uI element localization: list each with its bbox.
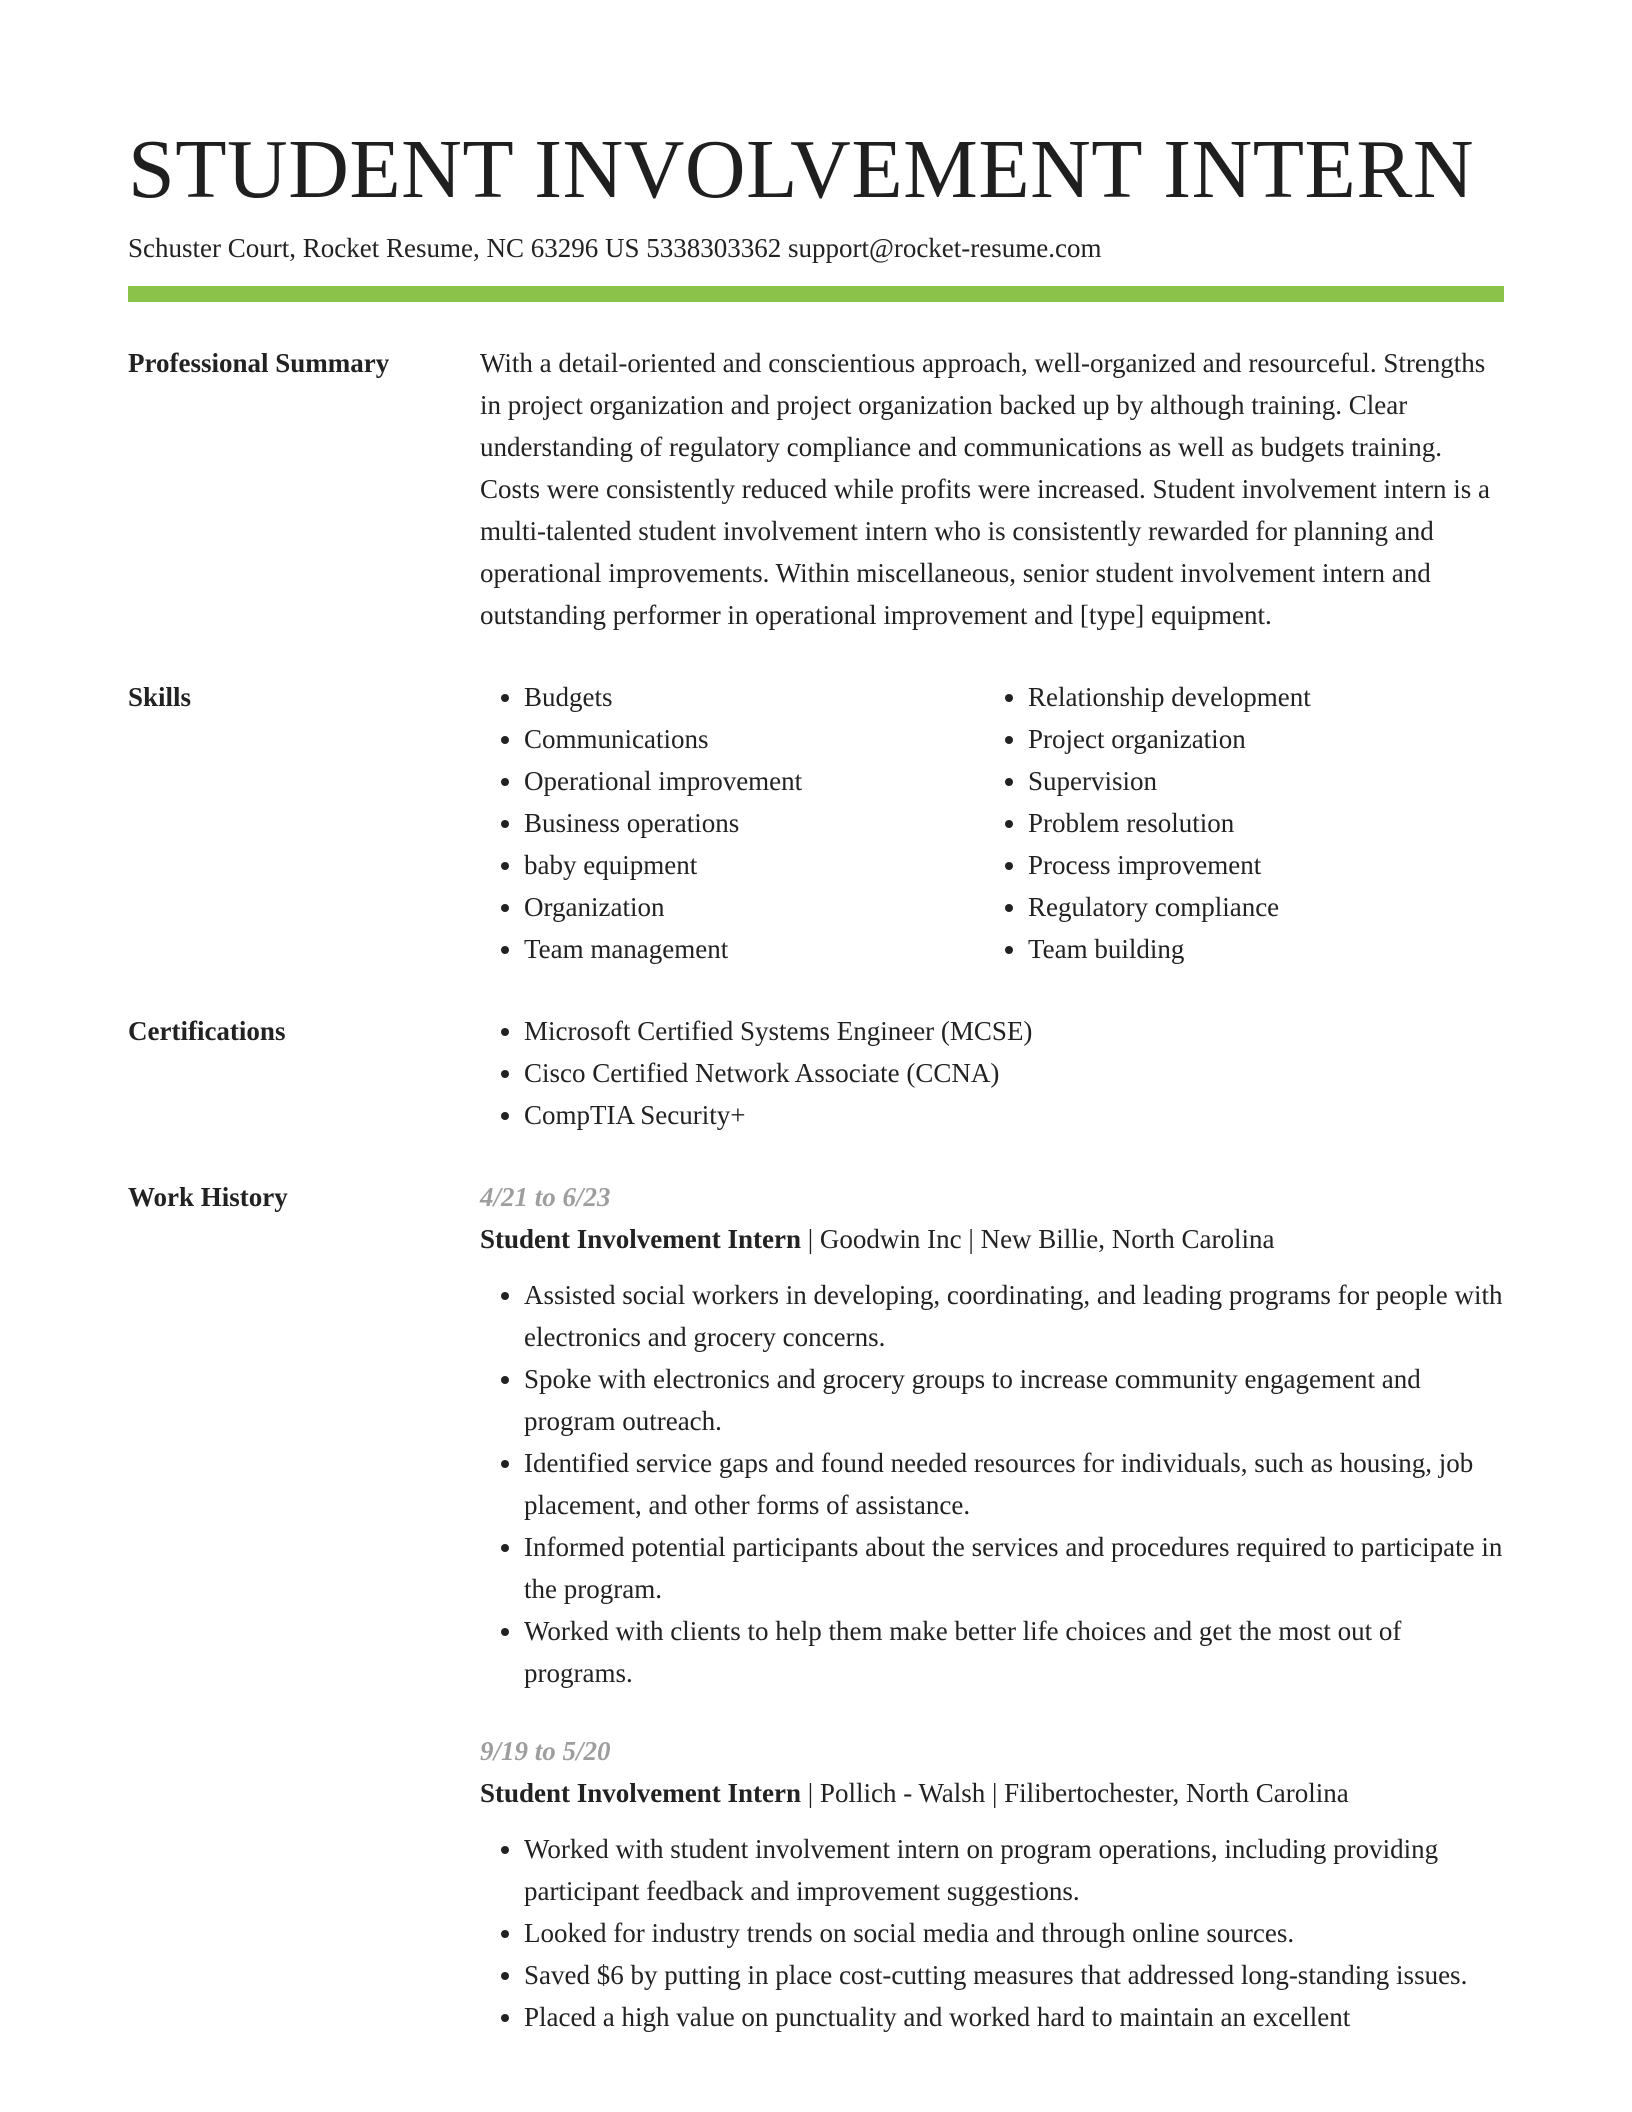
certifications-section [128, 1010, 1504, 1136]
skill-item: • Business operations [524, 802, 984, 844]
skill-item: • Process improvement [1028, 844, 1488, 886]
skill-item: • Supervision [1028, 760, 1488, 802]
job-bullet: • Spoke with electronics and grocery groups to increase community engagement and program outreach. [524, 1358, 1504, 1442]
resume-page [128, 120, 1504, 2074]
certification-item: • Microsoft Certified Systems Engineer (MCSE) [524, 1010, 1504, 1052]
skill-item: • Team management [524, 928, 984, 970]
skill-item: • Relationship development [1028, 676, 1488, 718]
skills-section [128, 676, 1504, 970]
job-bullet: • Assisted social workers in developing, coordinating, and leading programs for people with electronics and grocery concerns. [524, 1274, 1504, 1358]
job-bullet: • Identified service gaps and found needed resources for individuals, such as housing, job placement, and other forms of assistance. [524, 1442, 1504, 1526]
section-label: Professional Summary [128, 348, 390, 378]
section-body [480, 1176, 1504, 2074]
job-title: Student Involvement Intern [480, 1224, 802, 1254]
section-body [480, 1010, 1504, 1136]
job-employer-location: | Goodwin Inc | New Billie, North Carolina [801, 1224, 1275, 1254]
skill-item: • Project organization [1028, 718, 1488, 760]
skills-column-left [480, 676, 984, 970]
job-bullet: • Saved $6 by putting in place cost-cutting measures that addressed long-standing issues. [524, 1954, 1504, 1996]
contact-line: Schuster Court, Rocket Resume, NC 63296 US 5338303362 support@rocket-resume.com [128, 233, 1102, 263]
work-history-section [128, 1176, 1504, 2074]
section-body [480, 342, 1504, 636]
skill-item: • Team building [1028, 928, 1488, 970]
skill-item: • Operational improvement [524, 760, 984, 802]
section-label: Work History [128, 1182, 288, 1212]
job-title: Student Involvement Intern [480, 1778, 802, 1808]
summary-text: With a detail-oriented and conscientious approach, well-organized and resourceful. Strengths in project organization and project organization backed up by although training. Clear understanding of regulatory compliance and communications as well as budgets training. Costs were consistently reduced while profits were increased. Student involvement intern is a multi-talented student involvement intern who is consistently rewarded for planning and operational improvements. Within miscellaneous, senior student involvement intern and outstanding performer in operational improvement and [type] equipment. [480, 348, 1490, 630]
job-bullet: • Worked with clients to help them make better life choices and get the most out of programs. [524, 1610, 1504, 1694]
skills-column-right [984, 676, 1488, 970]
job-dates: 4/21 to 6/23 [480, 1182, 611, 1212]
summary-section [128, 342, 1504, 636]
job-bullets [480, 1274, 1504, 1694]
job-heading [480, 1218, 1504, 1260]
job-heading [480, 1772, 1504, 1814]
skills-columns [480, 676, 1504, 970]
skill-item: • Regulatory compliance [1028, 886, 1488, 928]
certification-item: • Cisco Certified Network Associate (CCNA) [524, 1052, 1504, 1094]
job-bullet: • Placed a high value on punctuality and worked hard to maintain an excellent [524, 1996, 1504, 2038]
job-bullets [480, 1828, 1504, 2038]
section-body [480, 676, 1504, 970]
skills-list-right [984, 676, 1488, 970]
candidate-name: STUDENT INVOLVEMENT INTERN [128, 123, 1475, 216]
job-employer-location: | Pollich - Walsh | Filibertochester, North Carolina [801, 1778, 1349, 1808]
job-bullet: • Looked for industry trends on social media and through online sources. [524, 1912, 1504, 1954]
skill-item: • Problem resolution [1028, 802, 1488, 844]
skill-item: • baby equipment [524, 844, 984, 886]
skill-item: • Organization [524, 886, 984, 928]
job-entry [480, 1730, 1504, 2038]
accent-divider [128, 286, 1504, 302]
skills-list-left [480, 676, 984, 970]
job-bullet: • Informed potential participants about the services and procedures required to participate in the program. [524, 1526, 1504, 1610]
job-bullet: • Worked with student involvement intern on program operations, including providing participant feedback and improvement suggestions. [524, 1828, 1504, 1912]
skill-item: • Budgets [524, 676, 984, 718]
section-label: Skills [128, 682, 192, 712]
section-label: Certifications [128, 1016, 286, 1046]
job-entry [480, 1176, 1504, 1694]
certifications-list [480, 1010, 1504, 1136]
certification-item: • CompTIA Security+ [524, 1094, 1504, 1136]
skill-item: • Communications [524, 718, 984, 760]
job-dates: 9/19 to 5/20 [480, 1736, 611, 1766]
